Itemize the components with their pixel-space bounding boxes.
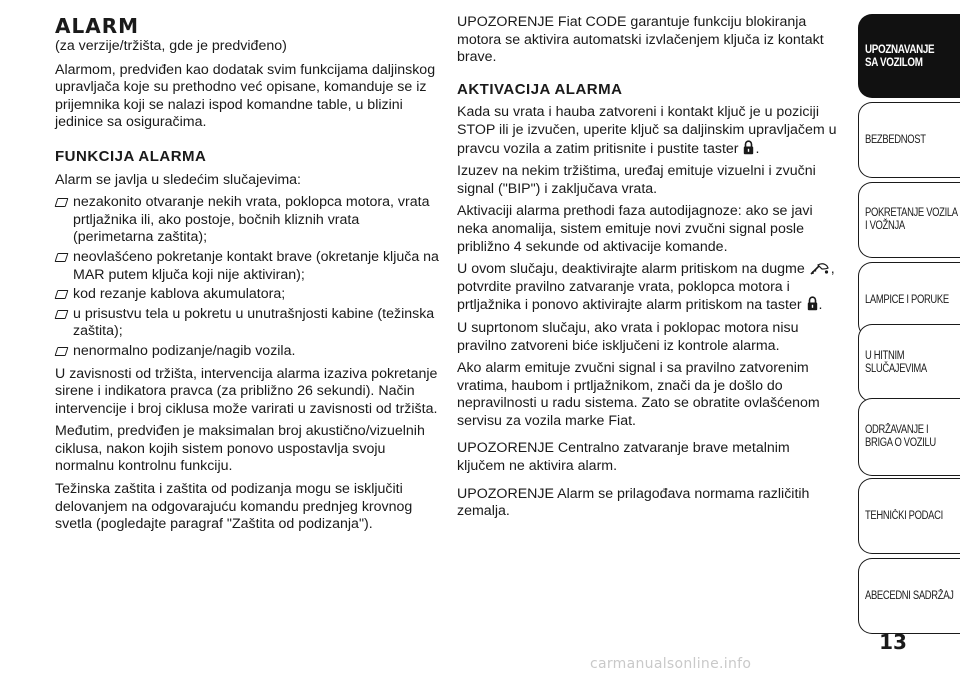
max-cycles-paragraph: Međutim, predviđen je maksimalan broj akustično/vizuelnih ciklusa, nakon kojih sistem ponovo uspostavlja svoju normalnu kontrolnu funkciju. [55,423,425,475]
list-item: u prisustvu tela u pokretu u unutrašnjosti kabine (težinska zaštita); [55,306,439,341]
malfunction-paragraph: Ako alarm emituje zvučni signal i sa pravilno zatvorenim vratima, haubom i prtljažnikom, znači da je došlo do nepravilnosti u radu sistema. Zato se obratite ovlašćenom servisu za vozila marke Fiat. [457,360,820,429]
warning-central-locking: UPOZORENJE Centralno zatvaranje brave metalnim ključem ne aktivira alarm. [457,440,790,475]
checkbox-bullet-icon [55,198,69,207]
tab-hitni[interactable] [858,324,960,402]
lock-icon [743,140,754,155]
checkbox-bullet-icon [55,310,69,319]
tab-pokretanje[interactable] [858,182,960,258]
tab-label: I VOŽNJA [865,220,905,232]
activation-paragraph: Kada su vrata i hauba zatvoreni i kontakt ključ je u poziciji STOP ili je izvučen, uperite ključ sa daljinskim upravljačem u pravcu vozila a zatim pritisnite i pustite taster . [457,104,837,157]
warning-fiat-code: UPOZORENJE Fiat CODE garantuje funkciju blokiranja motora se aktivira automatski izvlačenjem ključa iz kontakt brave. [457,14,824,66]
tab-label: LAMPICE I PORUKE [865,293,949,306]
tab-upoznavanje[interactable] [858,14,960,98]
weight-protection-paragraph: Težinska zaštita i zaštita od podizanja mogu se isključiti delovanjem na odgovarajuću komandu prednjeg krovnog svetla (pogledajte paragraf "Zaštita od podizanja"). [55,481,413,533]
signal-paragraph: Izuzev na nekim tržištima, uređaj emituje vizuelni i zvučni signal ("BIP") i zaključava vrata. [457,163,816,197]
section-intro: Alarm se javlja u sledećim slučajevima: [55,171,302,188]
checkbox-bullet-icon [55,290,69,299]
deactivation-paragraph: U ovom slučaju, deaktivirajte alarm pritiskom na dugme , potvrdite pravilno zatvaranje vrata, poklopca motora i prtljažnika i ponovo aktivirajte alarm pritiskom na taster . [457,261,835,314]
left-column [55,14,439,539]
section-heading-activation: AKTIVACIJA ALARMA [457,80,623,98]
intro-paragraph: Alarmom, predviđen kao dodatak svim funkcijama daljinskog upravljača koje su prethodno već opisane, komanduje se iz prijemnika koji se nalazi ispod komandne table, u blizini jedinice sa osiguračima. [55,61,436,131]
tab-odrzavanje[interactable] [858,398,960,476]
right-column [457,14,837,526]
page-number: 13 [879,630,907,654]
checkbox-bullet-icon [55,347,69,356]
alarm-cases-list [55,194,439,360]
list-item: neovlašćeno pokretanje kontakt brave (okretanje ključa na MAR putem ključa koji nije aktiviran); [55,249,439,284]
subtitle: (za verzije/tržišta, gde je predviđeno) [55,38,287,54]
tab-label: ODRŽAVANJE I [865,424,929,436]
tab-label: UPOZNAVANJE [865,42,935,56]
tab-label: U HITNIM [865,350,905,362]
tab-bezbednost[interactable] [858,102,960,178]
contrary-case-paragraph: U suprtonom slučaju, ako vrata i poklopac motora nisu pravilno zatvoreni biće isključeni iz kontrole alarma. [457,319,799,354]
list-item: nenormalno podizanje/nagib vozila. [55,343,439,361]
tab-label: BEZBEDNOST [865,133,926,146]
tab-label: POKRETANJE VOZILA [865,207,958,219]
tab-label: TEHNIČKI PODACI [865,509,943,522]
tab-label: BRIGA O VOZILU [865,437,936,449]
section-heading-function: FUNKCIJA ALARMA [55,147,207,165]
chapter-sidebar [858,0,960,678]
key-unlock-icon [810,263,830,275]
lock-icon [807,296,818,311]
tab-label: SLUČAJEVIMA [865,363,927,375]
tab-label: SA VOZILOM [865,55,923,69]
tab-tehnicki[interactable] [858,478,960,554]
warning-norms: UPOZORENJE Alarm se prilagođava normama različitih zemalja. [457,485,810,520]
autodiagnosis-paragraph: Aktivaciji alarma prethodi faza autodijagnoze: ako se javi neka anomalija, sistem emituje novi zvučni signal posle približno 4 sekunde od aktivacije komande. [457,203,813,255]
tab-abecedni[interactable] [858,558,960,634]
list-item: kod rezanje kablova akumulatora; [55,286,439,304]
page-title: ALARM [55,14,140,38]
watermark: carmanualsonline.info [590,656,752,672]
list-item: nezakonito otvaranje nekih vrata, poklopca motora, vrata prtljažnika ili, ako postoje, bočnih kliznih vrata (perimetarna zaštita); [55,194,439,247]
market-paragraph: U zavisnosti od tržišta, intervencija alarma izaziva pokretanje sirene i indikatora pravca (za približno 26 sekundi). Način intervencije i broj ciklusa može varirati u zavisnosti od tržišta. [55,365,438,417]
tab-label: ABECEDNI SADRŽAJ [865,589,954,602]
checkbox-bullet-icon [55,253,69,262]
